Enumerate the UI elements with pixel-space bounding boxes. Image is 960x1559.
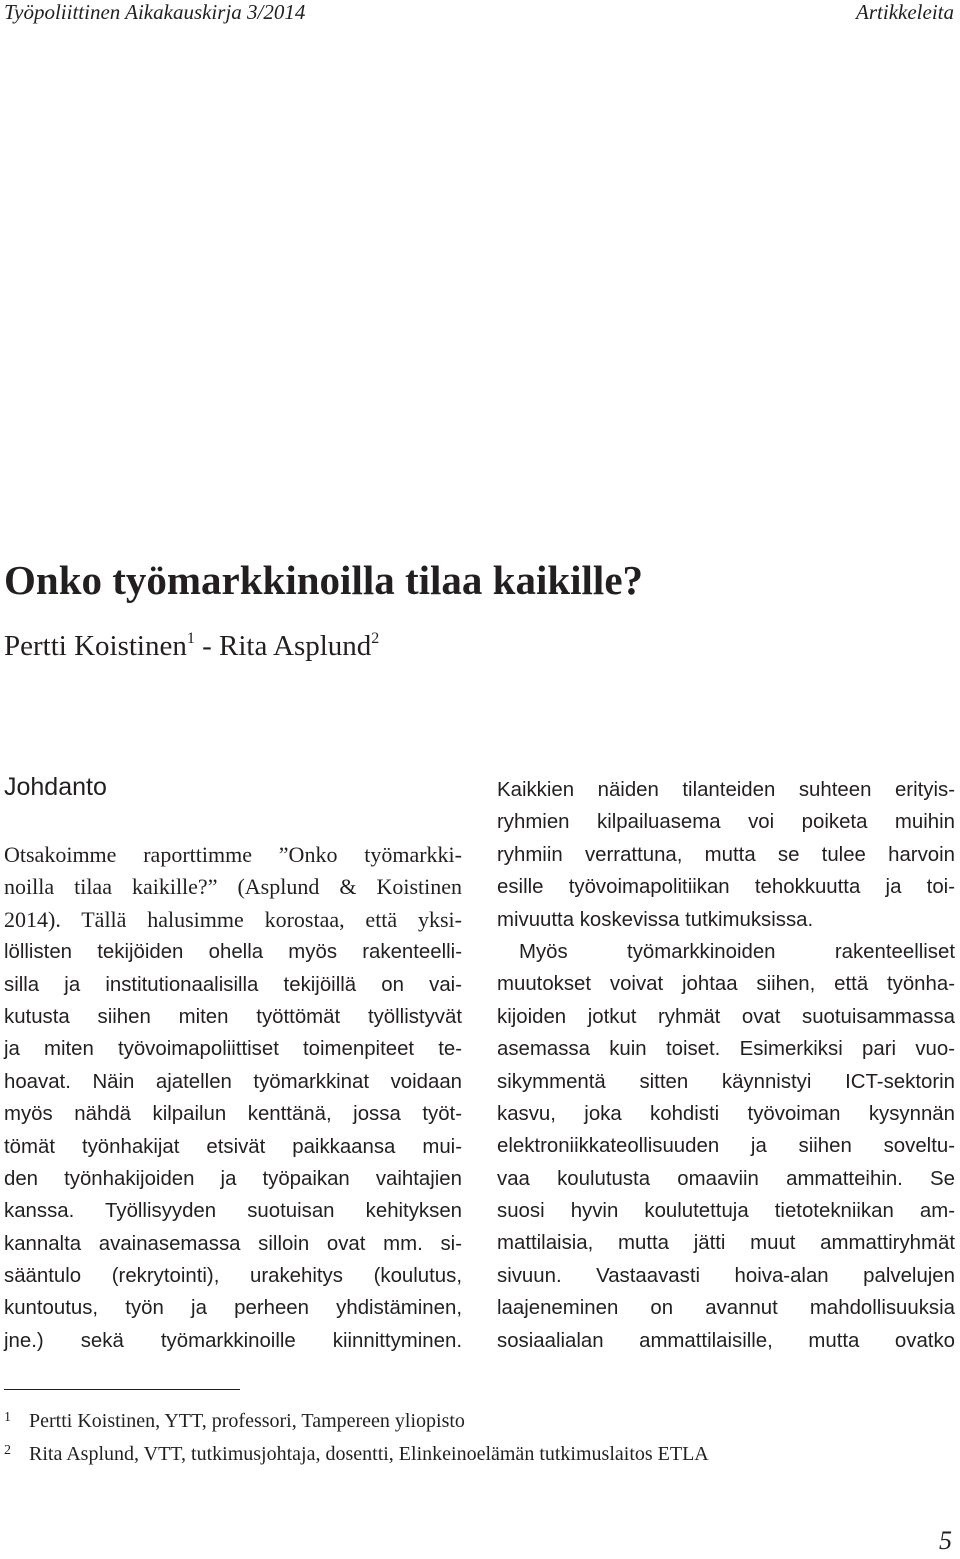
footnote-mark: 2 xyxy=(4,1443,11,1458)
page-number: 5 xyxy=(939,1526,952,1555)
text-line: kanssa. Työllisyyden suotuisan kehityksen xyxy=(4,1200,462,1223)
author-separator: - xyxy=(194,630,220,662)
text-line: hoavat. Näin ajatellen työmarkkinat voidaan xyxy=(4,1070,462,1093)
text-line: Otsakoimme raporttimme ”Onko työmarkki- xyxy=(4,842,462,867)
text-line: elektroniikkateollisuuden ja siihen soveltu- xyxy=(497,1135,955,1158)
text-line: sikymmentä sitten käynnistyi ICT-sektorin xyxy=(497,1070,955,1093)
text-line: muutokset voivat johtaa siihen, että työnha- xyxy=(497,973,955,996)
footnote xyxy=(4,1403,709,1436)
text-line: Myös työmarkkinoiden rakenteelliset xyxy=(519,940,955,963)
text-line: esille työvoimapolitiikan tehokkuutta ja toi- xyxy=(497,876,955,899)
text-line: vaa koulutusta omaaviin ammatteihin. Se xyxy=(497,1167,955,1190)
text-line: myös nähdä kilpailun kenttänä, jossa työt- xyxy=(4,1103,462,1126)
journal-name: Työpoliittinen Aikakauskirja 3/2014 xyxy=(4,0,306,24)
text-line: laajeneminen on avannut mahdollisuuksia xyxy=(497,1297,955,1320)
text-line: kannalta avainasemassa silloin ovat mm. si- xyxy=(4,1232,462,1255)
article-title: Onko työmarkkinoilla tilaa kaikille? xyxy=(4,557,644,603)
text-line: noilla tilaa kaikille?” (Asplund & Koistinen xyxy=(4,874,462,900)
running-head xyxy=(4,0,954,34)
text-line: tömät työnhakijat etsivät paikkaansa mui- xyxy=(4,1135,462,1158)
author-name: Pertti Koistinen xyxy=(4,630,187,662)
text-line: den työnhakijoiden ja työpaikan vaihtajien xyxy=(4,1167,462,1190)
text-line: mattilaisia, mutta jätti muut ammattiryhmät xyxy=(497,1232,955,1255)
footnote-text: Pertti Koistinen, YTT, professori, Tampereen yliopisto xyxy=(29,1410,465,1432)
text-line: sivuun. Vastaavasti hoiva-alan palvelujen xyxy=(497,1264,955,1287)
footnote xyxy=(4,1436,709,1469)
footnotes xyxy=(4,1403,709,1469)
text-line: sääntulo (rekrytointi), urakehitys (koulutus, xyxy=(4,1265,462,1288)
text-line: jne.) sekä työmarkkinoille kiinnittyminen. xyxy=(4,1329,462,1352)
text-line: löllisten tekijöiden ohella myös rakenteelli- xyxy=(4,941,462,964)
text-line: asemassa kuin toiset. Esimerkiksi pari vuo- xyxy=(497,1038,955,1061)
author-line xyxy=(4,630,379,663)
text-line: 2014). Tällä halusimme korostaa, että yksi- xyxy=(4,906,462,932)
text-line: suosi hyvin koulutettuja tietotekniikan am- xyxy=(497,1200,955,1223)
section-heading: Johdanto xyxy=(4,773,107,801)
author-name: Rita Asplund xyxy=(219,630,372,662)
text-line: silla ja institutionaalisilla tekijöillä on vai- xyxy=(4,973,462,996)
text-line: kijoiden jotkut ryhmät ovat suotuisammassa xyxy=(497,1005,955,1028)
text-line: sosiaalialan ammattilaisille, mutta ovatko xyxy=(497,1329,955,1352)
footnote-mark: 2 xyxy=(371,630,380,647)
text-line: ryhmien kilpailuasema voi poiketa muihin xyxy=(497,811,955,834)
text-line: kuntoutus, työn ja perheen yhdistäminen, xyxy=(4,1297,462,1320)
footnote-mark: 1 xyxy=(4,1410,11,1425)
text-line: kutusta siihen miten työttömät työllistyvät xyxy=(4,1005,462,1028)
text-line: kasvu, joka kohdisti työvoiman kysynnän xyxy=(497,1102,955,1125)
footnote-text: Rita Asplund, VTT, tutkimusjohtaja, dosentti, Elinkeinoelämän tutkimuslaitos ETLA xyxy=(29,1443,709,1465)
footnote-mark: 1 xyxy=(186,630,195,647)
body-column-left xyxy=(4,839,462,1357)
section-label: Artikkeleita xyxy=(856,0,954,24)
body-column-right xyxy=(497,774,955,1357)
text-line: ryhmiin verrattuna, mutta se tulee harvoin xyxy=(497,843,955,866)
text-line: Kaikkien näiden tilanteiden suhteen erityis- xyxy=(497,779,955,801)
text-line: ja miten työvoimapoliittiset toimenpiteet te- xyxy=(4,1038,462,1061)
text-line: mivuutta koskevissa tutkimuksissa. xyxy=(497,908,814,931)
footnote-divider xyxy=(4,1389,240,1390)
